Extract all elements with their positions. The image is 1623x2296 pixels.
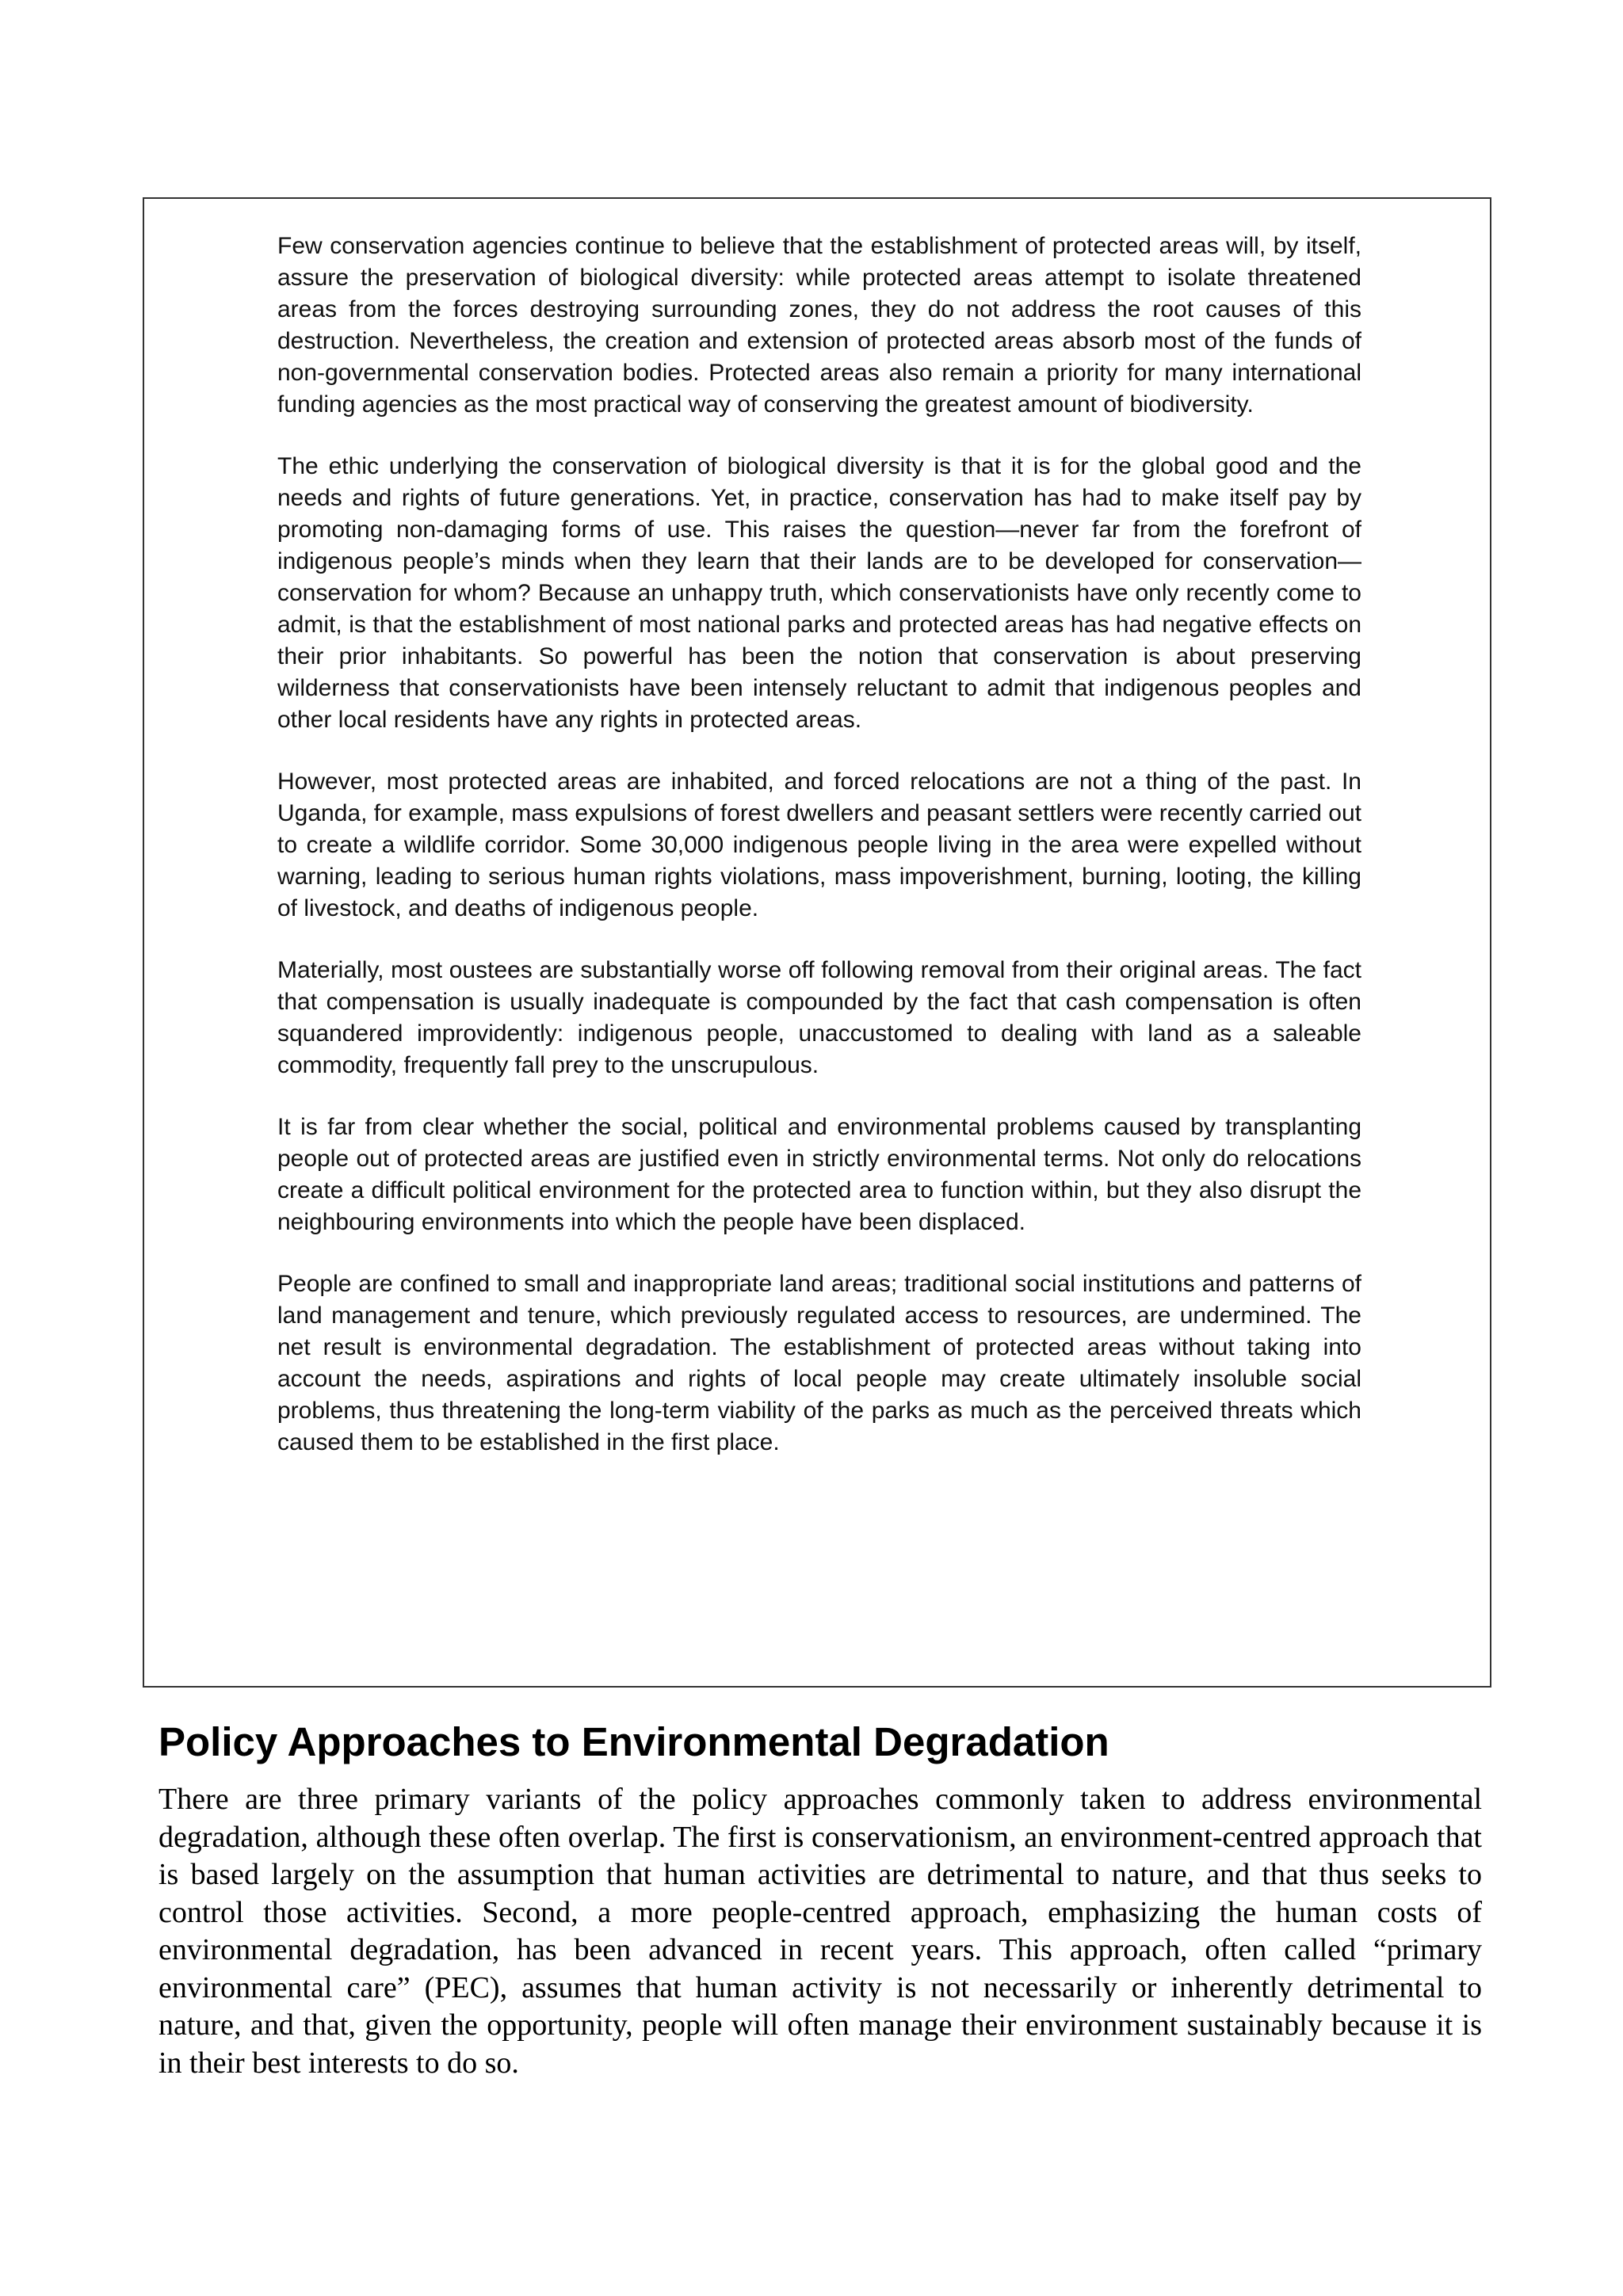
section-heading: Policy Approaches to Environmental Degradation	[158, 1719, 1109, 1764]
box-paragraph-conservation-ethic: The ethic underlying the conservation of biological diversity is that it is for the global good and the needs and rights of future generations. Yet, in practice, conservation has had to make itself pay by promoting non-damaging forms of use. This raises the question—never far from the forefront of indigenous people’s minds when they learn that their lands are to be developed for conservation—conservation for whom? Because an unhappy truth, which conservationists have only recently come to admit, is that the establishment of most national parks and protected areas has had negative effects on their prior inhabitants. So powerful has been the notion that conservation is about preserving wilderness that conservationists have been intensely reluctant to admit that indigenous peoples and other local residents have any rights in protected areas.	[277, 453, 1361, 733]
box-paragraph-protected-areas: Few conservation agencies continue to believe that the establishment of protected areas will, by itself, assure the preservation of biological diversity: while protected areas attempt to isolate threatened areas from the forces destroying surrounding zones, they do not address the root causes of this destruction. Nevertheless, the creation and extension of protected areas absorb most of the funds of non-governmental conservation bodies. Protected areas also remain a priority for many international funding agencies as the most practical way of conserving the greatest amount of biodiversity.	[277, 233, 1361, 418]
section-body-paragraph: There are three primary variants of the policy approaches commonly taken to address environmental degradation, although these often overlap. The first is conservationism, an environment-centred approach that is based largely on the assumption that human activities are detrimental to nature, and that thus seeks to control those activities. Second, a more people-centred approach, emphasizing the human costs of environmental degradation, has been advanced in recent years. This approach, often called “primary environmental care” (PEC), assumes that human activity is not necessarily or inherently detrimental to nature, and that, given the opportunity, people will often manage their environment sustainably because it is in their best interests to do so.	[158, 1783, 1482, 2080]
boxed-text-panel	[143, 197, 1491, 1688]
box-paragraph-environmental-problems: It is far from clear whether the social, political and environmental problems caused by transplanting people out of protected areas are justified even in strictly environmental terms. Not only do relocations create a difficult political environment for the protected area to function within, but they also disrupt the neighbouring environments into which the people have been displaced.	[277, 1114, 1361, 1235]
box-paragraph-land-confinement: People are confined to small and inappropriate land areas; traditional social institutions and patterns of land management and tenure, which previously regulated access to resources, are undermined. The net result is environmental degradation. The establishment of protected areas without taking into account the needs, aspirations and rights of local people may create ultimately insoluble social problems, thus threatening the long-term viability of the parks as much as the perceived threats which caused them to be established in the first place.	[277, 1271, 1361, 1455]
box-paragraph-compensation: Materially, most oustees are substantially worse off following removal from their original areas. The fact that compensation is usually inadequate is compounded by the fact that cash compensation is often squandered improvidently: indigenous people, unaccustomed to dealing with land as a saleable commodity, frequently fall prey to the unscrupulous.	[277, 957, 1361, 1078]
box-paragraph-forced-relocations: However, most protected areas are inhabited, and forced relocations are not a thing of the past. In Uganda, for example, mass expulsions of forest dwellers and peasant settlers were recently carried out to create a wildlife corridor. Some 30,000 indigenous people living in the area were expelled without warning, leading to serious human rights violations, mass impoverishment, burning, looting, the killing of livestock, and deaths of indigenous people.	[277, 769, 1361, 921]
boxed-paragraphs	[277, 231, 1361, 1489]
